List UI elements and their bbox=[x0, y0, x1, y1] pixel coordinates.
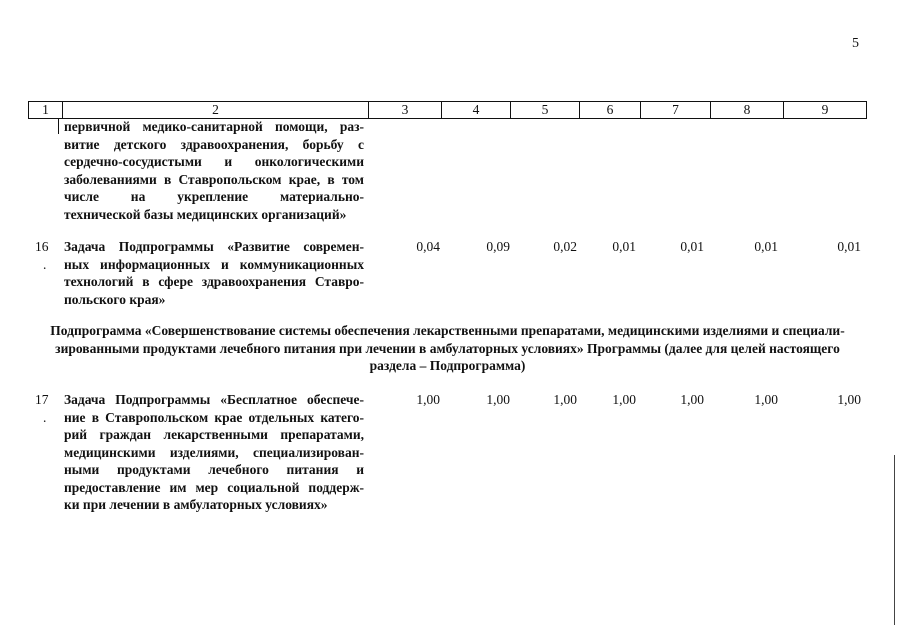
header-col-2: 2 bbox=[63, 102, 369, 118]
scan-edge-line bbox=[894, 455, 895, 625]
header-col-5: 5 bbox=[511, 102, 580, 118]
description-line: витие детского здравоохранения, борьбу с bbox=[64, 136, 364, 152]
description-line: заболеваниями в Ставропольском крае, в том bbox=[64, 171, 364, 187]
subprogram-line: раздела – Подпрограмма) bbox=[369, 358, 526, 373]
value-cell: 1,00 bbox=[416, 392, 440, 407]
value-cell: 0,01 bbox=[754, 239, 778, 254]
description-line: польского края» bbox=[64, 291, 166, 307]
subprogram-line: зированными продуктами лечебного питания при лечении в амбулаторных условиях» Программы (далее для целей настоящего bbox=[55, 340, 840, 356]
header-col-8: 8 bbox=[711, 102, 784, 118]
description-line: ки при лечении в амбулаторных условиях» bbox=[64, 497, 328, 512]
description-line: ние в Ставропольском крае отдельных катего- bbox=[64, 409, 364, 425]
value-cell: 1,00 bbox=[837, 392, 861, 407]
row-number-value: 17 bbox=[35, 392, 49, 407]
header-col-3: 3 bbox=[369, 102, 442, 118]
row-number bbox=[35, 238, 57, 273]
description-line: первичной медико-санитарной помощи, раз- bbox=[64, 119, 364, 134]
value-cell: 1,00 bbox=[612, 392, 636, 407]
value-cell: 0,01 bbox=[837, 239, 861, 254]
table-header-row bbox=[28, 101, 867, 119]
header-col-9: 9 bbox=[821, 102, 829, 117]
value-cell: 0,04 bbox=[416, 239, 440, 254]
header-col-4: 4 bbox=[442, 102, 511, 118]
row-number-dot: . bbox=[43, 256, 47, 272]
row-number-value: 16 bbox=[35, 239, 49, 254]
header-col-6: 6 bbox=[580, 102, 641, 118]
cell-border bbox=[58, 118, 59, 134]
row-description bbox=[64, 391, 364, 514]
description-line: рий граждан лекарственными препаратами, bbox=[64, 427, 364, 442]
continued-description bbox=[64, 118, 364, 223]
subprogram-line: Подпрограмма «Совершенствование системы обеспечения лекарственными препаратами, медицинскими изделиями и специали- bbox=[50, 323, 845, 338]
value-cell: 0,01 bbox=[612, 239, 636, 254]
value-cell: 0,09 bbox=[486, 239, 510, 254]
description-line: Задача Подпрограммы «Бесплатное обеспече- bbox=[64, 392, 364, 407]
description-line: медицинскими изделиями, специализирован- bbox=[64, 444, 364, 460]
value-cell: 1,00 bbox=[486, 392, 510, 407]
value-cell: 0,01 bbox=[680, 239, 704, 254]
description-line: технической базы медицинских организаций» bbox=[64, 206, 347, 222]
description-line: Задача Подпрограммы «Развитие современ- bbox=[64, 239, 364, 254]
description-line: числе на укрепление материально- bbox=[64, 189, 364, 204]
page-number: 5 bbox=[852, 36, 859, 51]
description-line: ных информационных и коммуникационных bbox=[64, 256, 364, 272]
description-line: сердечно-сосудистыми и онкологическими bbox=[64, 154, 364, 169]
value-cell: 1,00 bbox=[553, 392, 577, 407]
row-number bbox=[35, 391, 57, 426]
row-number-dot: . bbox=[43, 409, 47, 425]
description-line: ными продуктами лечебного питания и bbox=[64, 462, 364, 477]
value-cell: 1,00 bbox=[680, 392, 704, 407]
row-description bbox=[64, 238, 364, 308]
description-line: технологий в сфере здравоохранения Ставро- bbox=[64, 274, 364, 289]
header-col-1: 1 bbox=[29, 102, 63, 118]
value-cell: 0,02 bbox=[553, 239, 577, 254]
subprogram-heading bbox=[30, 322, 865, 375]
header-col-7: 7 bbox=[641, 102, 711, 118]
value-cell: 1,00 bbox=[754, 392, 778, 407]
description-line: предоставление им мер социальной поддерж- bbox=[64, 479, 364, 495]
